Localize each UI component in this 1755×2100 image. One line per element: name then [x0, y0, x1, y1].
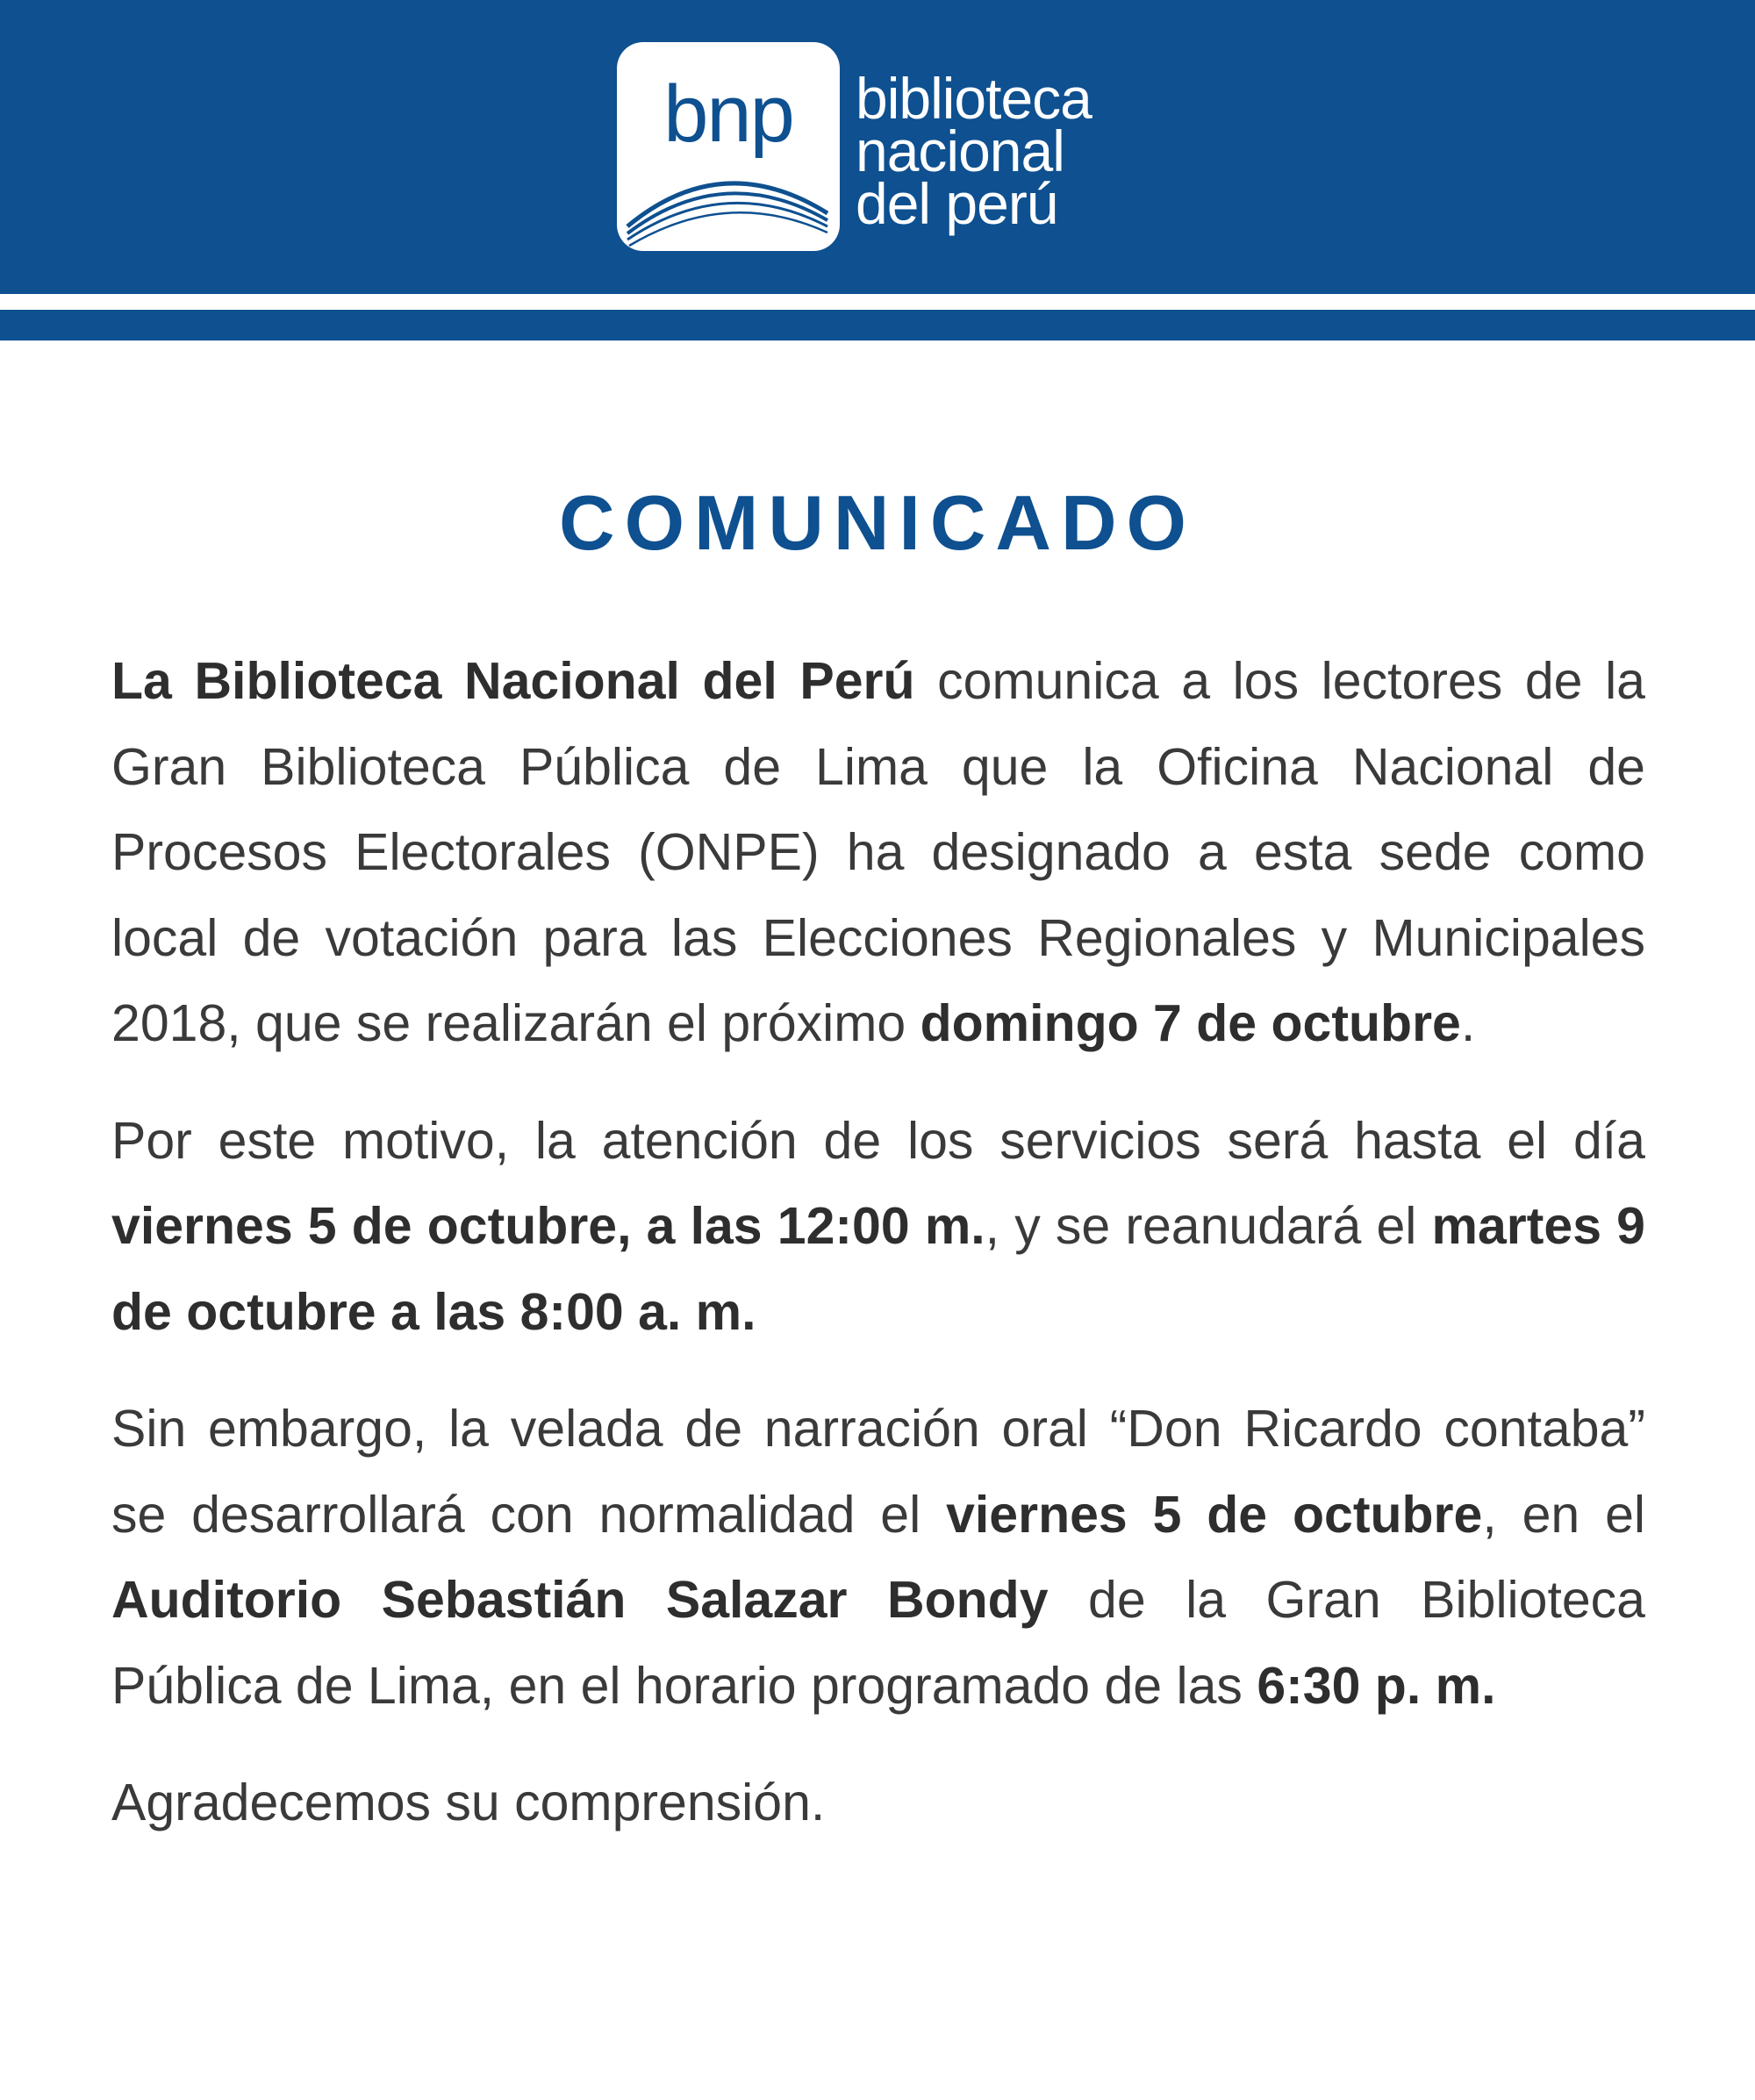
paragraph-3	[111, 1387, 1645, 1729]
bnp-logo	[617, 42, 840, 251]
paragraph-4	[111, 1760, 1645, 1846]
body-text: , y se reanudará el	[985, 1197, 1432, 1255]
bold-text: martes 9 de octubre a las 8:00 a. m.	[111, 1197, 1645, 1341]
body-text: de la Gran Biblioteca Pública de Lima, en el horario programado de las	[111, 1571, 1645, 1715]
body-text: .	[1460, 994, 1476, 1052]
logo-line-1: biblioteca	[856, 66, 1092, 131]
logo-line-2: nacional	[856, 118, 1064, 183]
book-arc-icon	[617, 42, 840, 251]
announcement-body	[111, 639, 1645, 1878]
bold-text: La Biblioteca Nacional del Perú	[111, 652, 915, 710]
page-title: COMUNICADO	[559, 479, 1196, 566]
header-stripe	[0, 310, 1755, 340]
body-text: comunica a los lectores de la Gran Biblioteca Pública de Lima que la Oficina Nacional de Procesos Electorales (ONPE) ha designado a esta sede como local de votación para las Elecciones Regionales y Municipales 2018, que se realizarán el próximo	[111, 652, 1645, 1052]
bold-text: domingo 7 de octubre	[920, 994, 1461, 1052]
bold-text: viernes 5 de octubre	[946, 1485, 1483, 1544]
body-text: Agradecemos su comprensión.	[111, 1774, 826, 1831]
bold-text: viernes 5 de octubre, a las 12:00 m.	[111, 1197, 985, 1255]
paragraph-1	[111, 639, 1645, 1067]
bold-text: 6:30 p. m.	[1257, 1656, 1496, 1715]
paragraph-2	[111, 1099, 1645, 1356]
body-text: Por este motivo, la atención de los servicios será hasta el día	[111, 1111, 1645, 1170]
logo-wordmark	[856, 66, 1092, 236]
logo-abbr: bnp	[663, 69, 793, 159]
body-text: Sin embargo, la velada de narración oral “Don Ricardo contaba” se desarrollará con normalidad el	[111, 1400, 1645, 1544]
logo-line-3: del perú	[856, 171, 1058, 236]
bold-text: Auditorio Sebastián Salazar Bondy	[111, 1571, 1049, 1629]
body-text: , en el	[1482, 1485, 1646, 1544]
